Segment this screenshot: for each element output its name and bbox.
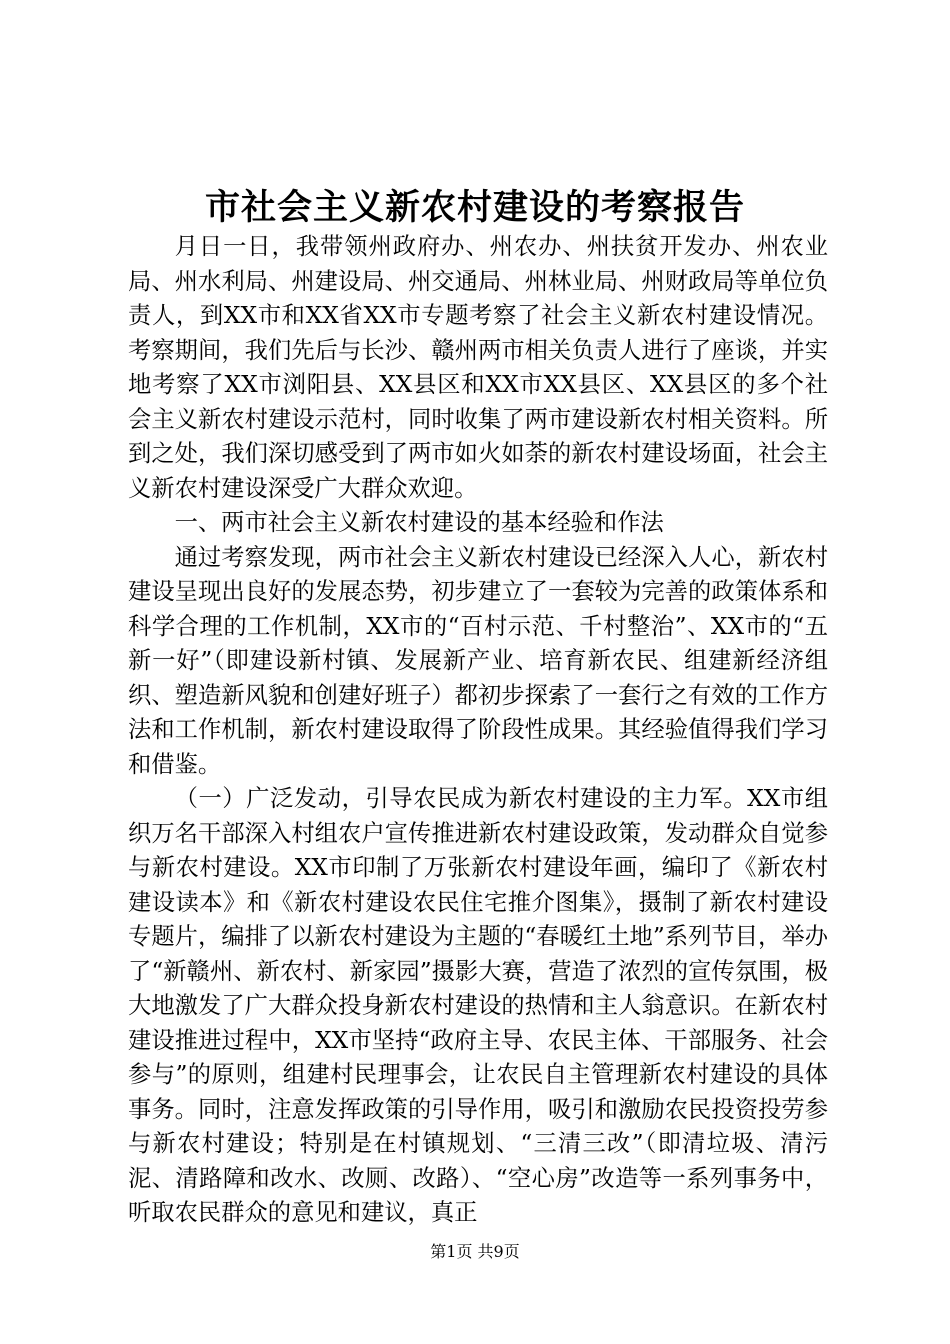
page-footer: 第1页 共9页 [430, 1242, 520, 1261]
document-body [128, 230, 828, 1231]
document-title: 市社会主义新农村建设的考察报告 [204, 187, 745, 228]
paragraph-intro: 月日一日，我带领州政府办、州农办、州扶贫开发办、州农业局、州水利局、州建设局、州交通局、州林业局、州财政局等单位负责人，到XX市和XX省XX市专题考察了社会主义新农村建设情况。考察期间，我们先后与长沙、赣州两市相关负责人进行了座谈，并实地考察了XX市浏阳县、XX县区和XX市XX县区、XX县区的多个社会主义新农村建设示范村，同时收集了两市建设新农村相关资料。所到之处，我们深切感受到了两市如火如荼的新农村建设场面，社会主义新农村建设深受广大群众欢迎。 [128, 233, 828, 502]
paragraph-overview: 通过考察发现，两市社会主义新农村建设已经深入人心，新农村建设呈现出良好的发展态势，初步建立了一套较为完善的政策体系和科学合理的工作机制，XX市的“百村示范、千村整治”、XX市的“五新一好”（即建设新村镇、发展新产业、培育新农民、组建新经济组织、塑造新风貌和创建好班子）都初步探索了一套行之有效的工作方法和工作机制，新农村建设取得了阶段性成果。其经验值得我们学习和借鉴。 [128, 543, 828, 778]
paragraph-mobilization: （一）广泛发动，引导农民成为新农村建设的主力军。XX市组织万名干部深入村组农户宣传推进新农村建设政策，发动群众自觉参与新农村建设。XX市印制了万张新农村建设年画，编印了《新农村建设读本》和《新农村建设农民住宅推介图集》，摄制了新农村建设专题片，编排了以新农村建设为主题的“春暖红土地”系列节目，举办了“新赣州、新农村、新家园”摄影大赛，营造了浓烈的宣传氛围，极大地激发了广大群众投身新农村建设的热情和主人翁意识。在新农村建设推进过程中，XX市坚持“政府主导、农民主体、干部服务、社会参与”的原则，组建村民理事会，让农民自主管理新农村建设的具体事务。同时，注意发挥政策的引导作用，吸引和激励农民投资投劳参与新农村建设；特别是在村镇规划、“三清三改”（即清垃圾、清污泥、清路障和改水、改厕、改路）、“空心房”改造等一系列事务中，听取农民群众的意见和建议，真正 [128, 785, 828, 1226]
section-heading: 一、两市社会主义新农村建设的基本经验和作法 [174, 509, 664, 536]
